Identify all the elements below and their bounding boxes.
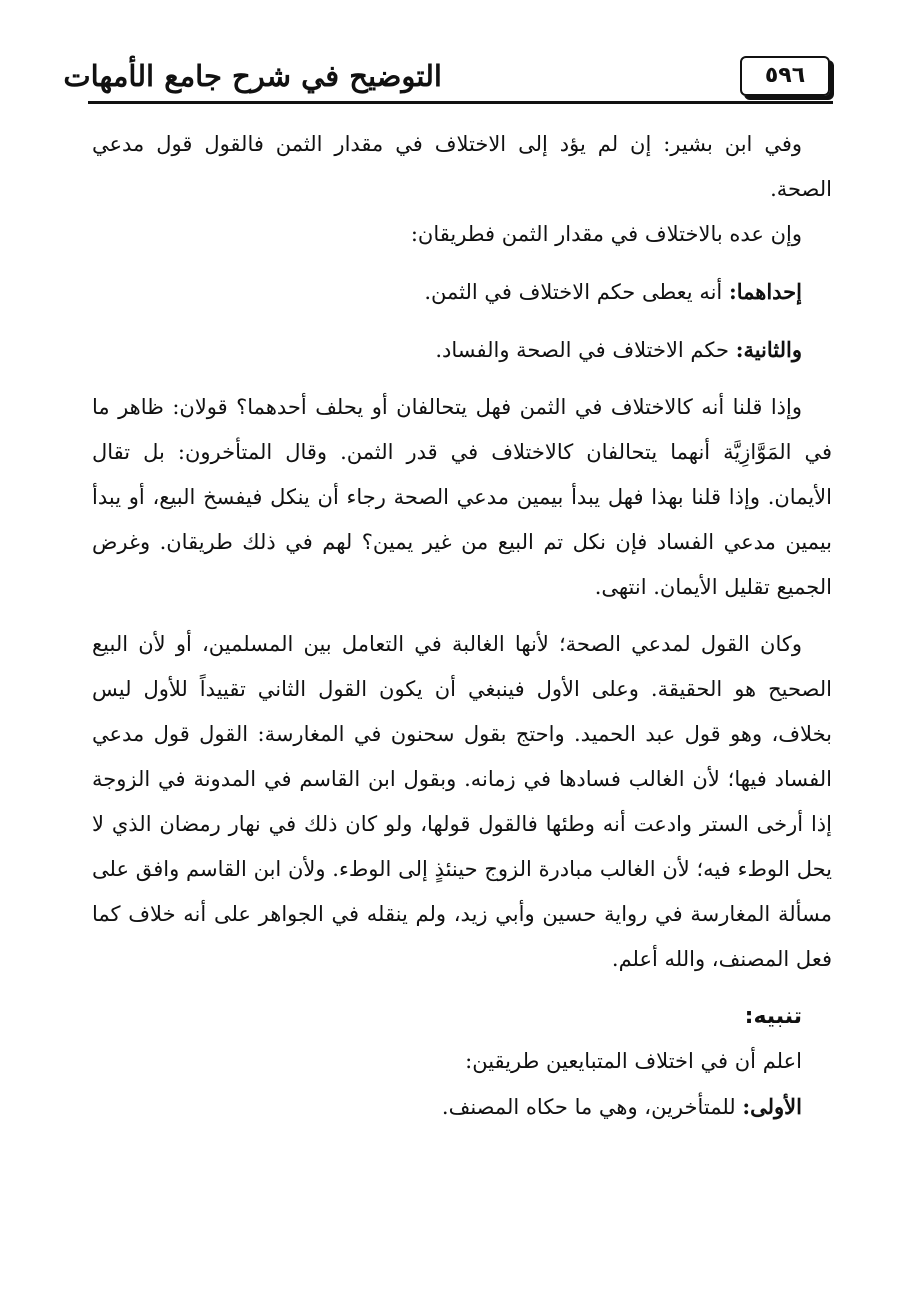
first-way-text: أنه يعطى حكم الاختلاف في الثمن.	[424, 280, 723, 304]
page-number: ٥٩٦	[740, 56, 830, 96]
paragraph-ibn-bashir: وفي ابن بشير: إن لم يؤد إلى الاختلاف في مقدار الثمن فالقول قول مدعي الصحة.	[92, 132, 832, 201]
paragraph-first-way	[92, 269, 832, 315]
header-rule	[88, 101, 833, 104]
paragraph-validity-claim: وكان القول لمدعي الصحة؛ لأنها الغالبة في التعامل بين المسلمين، أو لأن البيع الصحيح هو الحقيقة. وعلى الأول فينبغي أن يكون القول الثاني تقييداً للأول ليس بخلاف، وهو قول عبد الحميد. واحتج بقول سحنون في المغارسة: القول قول مدعي الفساد فيها؛ لأن الغالب فسادها في زمانه. وبقول ابن القاسم في المدونة في الزوجة إذا أرخى الستر وادعت أنه وطئها فالقول قولها، ولو كان ذلك في نهار رمضان الذي لا يحل الوطء فيه؛ لأن الغالب مبادرة الزوج حينئذٍ إلى الوطء. ولأن ابن القاسم وافق على مسألة المغارسة في رواية حسين وأبي زيد، ولم ينقله في الجواهر على أنه خلاف كما فعل المصنف، والله أعلم.	[92, 632, 832, 971]
paragraph-two-ways: وإن عده بالاختلاف في مقدار الثمن فطريقان:	[410, 222, 802, 246]
page-body	[92, 122, 832, 1130]
running-title: التوضيح في شرح جامع الأمهات	[63, 59, 442, 93]
paragraph-second-way	[92, 327, 832, 373]
page-header	[63, 56, 830, 100]
first-method-text: للمتأخرين، وهي ما حكاه المصنف.	[441, 1095, 736, 1119]
paragraph-two-methods: اعلم أن في اختلاف المتبايعين طريقين:	[465, 1049, 802, 1073]
second-way-label: والثانية:	[735, 337, 802, 362]
second-way-text: حكم الاختلاف في الصحة والفساد.	[435, 338, 729, 362]
first-way-label: إحداهما:	[728, 279, 802, 304]
paragraph-first-method	[92, 1084, 832, 1130]
paragraph-oaths: وإذا قلنا أنه كالاختلاف في الثمن فهل يتحالفان أو يحلف أحدهما؟ قولان: ظاهر ما في المَوَّازِيَّة أنهما يتحالفان كالاختلاف في قدر الثمن. وقال المتأخرون: بل تقال الأيمان. وإذا قلنا بهذا فهل يبدأ بيمين مدعي الصحة رجاء أن ينكل فيفسخ البيع، أو يبدأ بيمين مدعي الفساد فإن نكل تم البيع من غير يمين؟ لهم في ذلك طريقان. وغرض الجميع تقليل الأيمان. انتهى.	[92, 395, 832, 599]
notice-heading	[92, 994, 832, 1039]
notice-title: تنبيه:	[744, 1004, 802, 1029]
first-method-label: الأولى:	[742, 1094, 802, 1119]
